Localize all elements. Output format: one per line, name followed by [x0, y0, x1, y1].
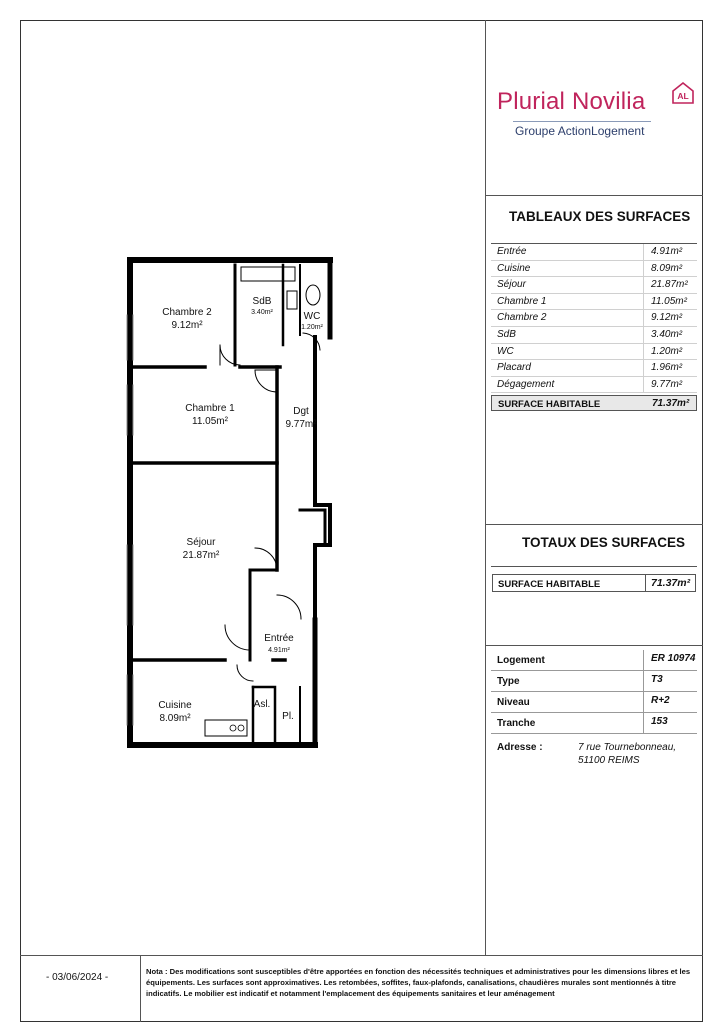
room-cuisine-area: 8.09m²: [159, 713, 191, 724]
brand-group: Groupe ActionLogement: [515, 124, 645, 138]
table-row: Logement ER 10974: [491, 650, 697, 671]
room-chambre2-area: 9.12m²: [171, 320, 203, 331]
room-dgt-name: Dgt: [293, 406, 309, 417]
room-dgt-area: 9.77m²: [285, 419, 317, 430]
surface-habitable-row: SURFACE HABITABLE 71.37m²: [491, 395, 697, 411]
logo-underline: [513, 121, 651, 122]
table-row: Type T3: [491, 671, 697, 692]
table-row: Chambre 1 11.05m²: [491, 294, 697, 311]
table-row: Entrée 4.91m²: [491, 244, 697, 261]
housing-info-table: [491, 650, 697, 734]
address-value: 7 rue Tournebonneau, 51100 REIMS: [578, 742, 677, 766]
table-row: Placard 1.96m²: [491, 360, 697, 377]
footer-note: Nota : Des modifications sont susceptibles d'être apportées en fonction des nécessités techniques et administratives pour les dimensions libres et les équipements. Les surfaces sont approximatives. Les retombées, soffites, faux-plafonds, canalisations, chaudières murales sont mentionnés à titre indicatifs. Le mobilier est indicatif et notamment l'emplacement des équipements sanitaires et leur aménagement: [146, 967, 691, 998]
table-row: Cuisine 8.09m²: [491, 261, 697, 278]
table-row: SdB 3.40m²: [491, 327, 697, 344]
room-chambre2-name: Chambre 2: [162, 307, 212, 318]
action-logement-badge-icon: [672, 82, 694, 104]
room-sejour-area: 21.87m²: [182, 550, 220, 561]
room-wc-area: 1.20m²: [301, 324, 323, 331]
room-entree-name: Entrée: [264, 633, 294, 644]
footer-divider: [20, 955, 703, 956]
room-entree-area: 4.91m²: [268, 647, 290, 654]
divider: [485, 645, 703, 646]
room-chambre1-area: 11.05m²: [192, 416, 228, 427]
floor-plan: [125, 255, 335, 749]
address-label: Adresse :: [497, 742, 543, 753]
room-chambre1-name: Chambre 1: [185, 403, 235, 414]
brand-logo-text: Plurial Novilia: [497, 88, 646, 115]
table-row: Niveau R+2: [491, 692, 697, 713]
divider: [485, 524, 703, 525]
room-cuisine-name: Cuisine: [158, 700, 192, 711]
room-sdb-name: SdB: [252, 296, 272, 307]
room-asl-name: Asl.: [253, 699, 271, 710]
column-divider: [485, 20, 486, 955]
table-row: Chambre 2 9.12m²: [491, 310, 697, 327]
table-row: Séjour 21.87m²: [491, 277, 697, 294]
divider: [485, 195, 703, 196]
surfaces-table: [491, 244, 697, 393]
room-wc-name: WC: [303, 311, 321, 322]
plan-sheet: [20, 20, 703, 1022]
table-row: Tranche 153: [491, 713, 697, 734]
table-row: Dégagement 9.77m²: [491, 377, 697, 394]
table-row: WC 1.20m²: [491, 344, 697, 361]
svg-text:AL: AL: [677, 91, 689, 101]
divider: [491, 566, 697, 567]
footer-date: - 03/06/2024 -: [46, 972, 109, 983]
room-pl-name: Pl.: [282, 711, 294, 722]
surfaces-title: TABLEAUX DES SURFACES: [509, 209, 691, 224]
total-surface-box: SURFACE HABITABLE 71.37m²: [492, 574, 696, 592]
totals-title: TOTAUX DES SURFACES: [522, 535, 686, 550]
footer-separator: [140, 956, 141, 1022]
room-sdb-area: 3.40m²: [251, 309, 273, 316]
room-sejour-name: Séjour: [186, 537, 216, 548]
